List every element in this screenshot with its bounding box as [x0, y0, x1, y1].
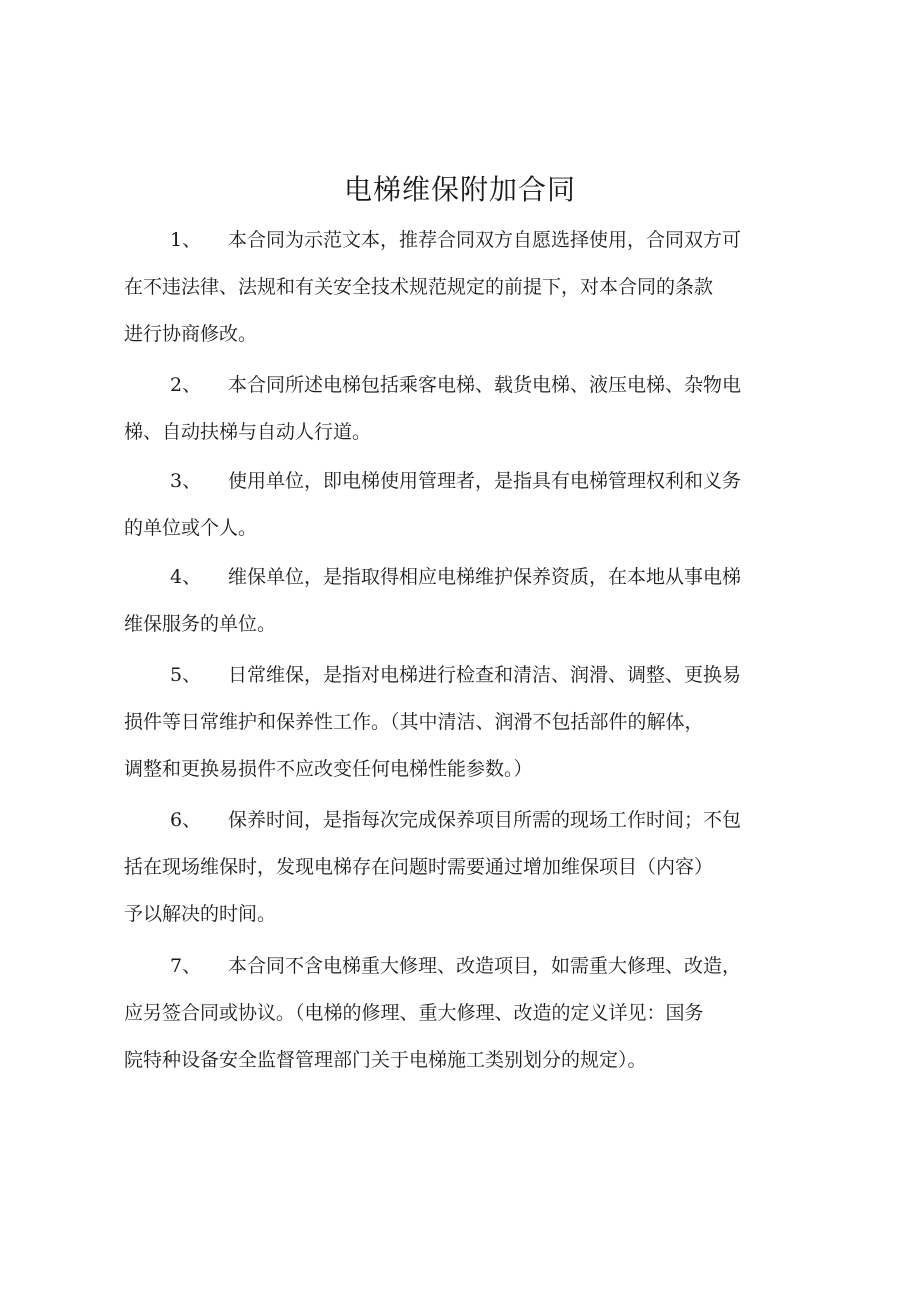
clause-line [124, 699, 784, 746]
clause-2 [124, 362, 784, 456]
clause-number: 3、 [170, 470, 202, 492]
clause-text: 梯、自动扶梯与自动人行道。 [124, 421, 372, 443]
clause-line [124, 891, 784, 938]
clause-text: 括在现场维保时，发现电梯存在问题时需要通过增加维保项目（内容） [124, 856, 714, 878]
clause-3 [124, 458, 784, 552]
document-title: 电梯维保附加合同 [343, 173, 576, 206]
clause-number: 7、 [170, 955, 202, 977]
clause-text: 进行协商修改。 [124, 323, 258, 345]
clause-line [124, 362, 784, 409]
clause-line [124, 264, 784, 311]
clause-line [124, 409, 784, 456]
clause-text: 损件等日常维护和保养性工作。（其中清洁、润滑不包括部件的解体， [124, 711, 704, 733]
clause-line [124, 1037, 784, 1084]
clause-line [124, 554, 784, 601]
clause-number: 5、 [170, 664, 202, 686]
clause-line [124, 601, 784, 648]
clause-text: 本合同不含电梯重大修理、改造项目，如需重大修理、改造， [228, 955, 742, 977]
clause-4 [124, 554, 784, 648]
clause-text: 调整和更换易损件不应改变任何电梯性能参数。） [124, 758, 533, 780]
clause-number: 4、 [170, 566, 202, 588]
clause-line [124, 844, 784, 891]
clause-text: 应另签合同或协议。（电梯的修理、重大修理、改造的定义详见：国务 [124, 1002, 704, 1024]
clause-text: 在不违法律、法规和有关安全技术规范规定的前提下，对本合同的条款 [124, 276, 714, 298]
clause-number: 1、 [170, 229, 202, 251]
clause-line [124, 746, 784, 793]
clause-line [124, 943, 784, 990]
clause-line [124, 311, 784, 358]
clause-line [124, 652, 784, 699]
clause-text: 维保单位，是指取得相应电梯维护保养资质，在本地从事电梯 [228, 566, 742, 588]
clause-number: 6、 [170, 809, 202, 831]
clause-text: 本合同为示范文本，推荐合同双方自愿选择使用，合同双方可 [228, 229, 742, 251]
clause-5 [124, 652, 784, 793]
clause-6 [124, 797, 784, 938]
clause-text: 院特种设备安全监督管理部门关于电梯施工类别划分的规定）。 [124, 1049, 647, 1071]
clause-line [124, 505, 784, 552]
clause-text: 保养时间，是指每次完成保养项目所需的现场工作时间；不包 [228, 809, 742, 831]
clause-1 [124, 217, 784, 358]
clause-number: 2、 [170, 374, 202, 396]
clause-text: 本合同所述电梯包括乘客电梯、载货电梯、液压电梯、杂物电 [228, 374, 742, 396]
clause-text: 维保服务的单位。 [124, 613, 277, 635]
clause-line [124, 797, 784, 844]
clause-text: 予以解决的时间。 [124, 903, 277, 925]
clause-line [124, 217, 784, 264]
clause-text: 使用单位，即电梯使用管理者，是指具有电梯管理权利和义务 [228, 470, 742, 492]
clause-text: 日常维保，是指对电梯进行检查和清洁、润滑、调整、更换易 [228, 664, 742, 686]
clause-line [124, 990, 784, 1037]
clause-text: 的单位或个人。 [124, 517, 258, 539]
clause-line [124, 458, 784, 505]
clause-7 [124, 943, 784, 1084]
